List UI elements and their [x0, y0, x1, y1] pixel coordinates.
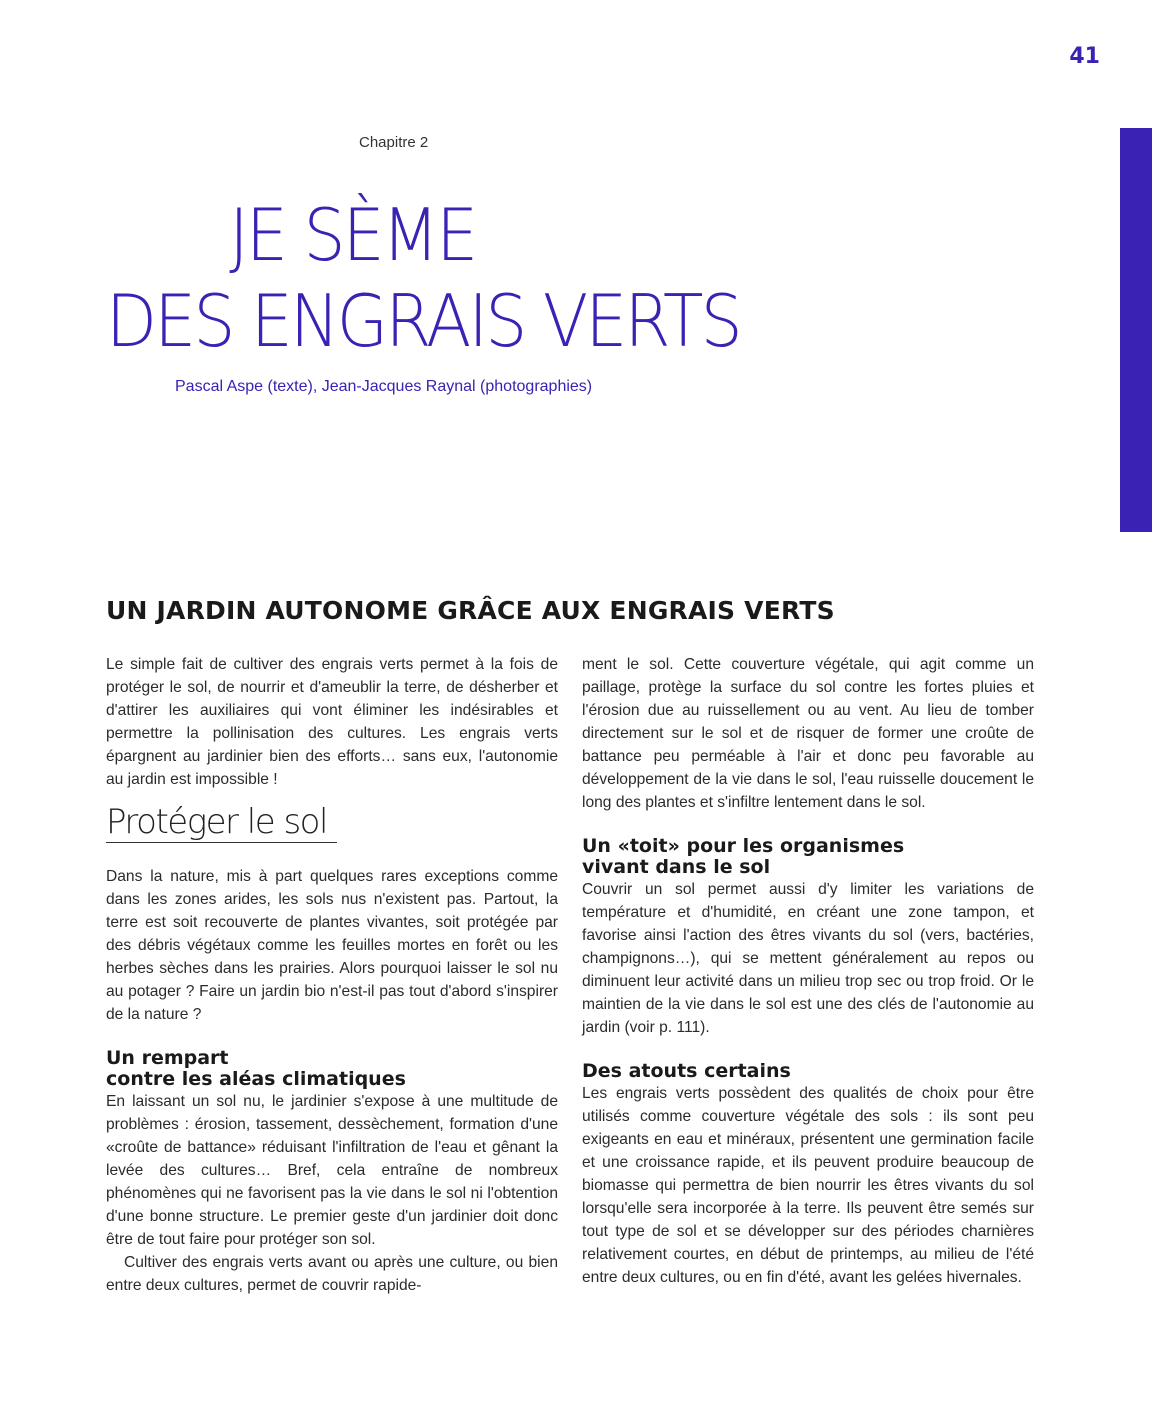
chapter-title — [106, 192, 740, 364]
subheading-rempart-line-2: contre les aléas climatiques — [106, 1068, 406, 1090]
paragraph: Dans la nature, mis à part quelques rares exceptions comme dans les zones arides, les sols nus n'existent pas. Partout, la terre est soit recouverte de plantes vivantes, soit protégée par des débris végétaux comme les feuilles mortes en forêt ou les herbes sèches dans les prairies. Alors pourquoi laisser le sol nu au potager ? Faire un jardin bio n'est-il pas tout d'abord s'inspirer de la nature ? — [106, 868, 558, 1023]
chapter-title-line-1: JE SÈME — [229, 193, 476, 277]
left-column — [106, 653, 558, 1297]
subheading-atouts: Des atouts certains — [582, 1060, 791, 1082]
paragraph: Les engrais verts possèdent des qualités de choix pour être utilisés comme couverture végétale des sols : ils sont peu exigeants en eau et minéraux, présentent une germination facile et une croissance rapide, et ils peuvent produire beaucoup de biomasse qui permettra de bien nourrir les êtres vivants du sol lorsqu'elle sera incorporée à la terre. Ils peuvent être semés sur tout type de sol et se développer sur des périodes charnières relativement courtes, en début de printemps, au milieu de l'été entre deux cultures, ou en fin d'été, avant les gelées hivernales. — [582, 1085, 1034, 1286]
subheading-toit-line-2: vivant dans le sol — [582, 856, 771, 878]
subheading-proteger-le-sol: Protéger le sol — [106, 811, 337, 843]
subheading-toit-line-1: Un «toit» pour les organismes — [582, 835, 905, 857]
chapter-title-line-2: DES ENGRAIS VERTS — [106, 279, 740, 363]
paragraph: ment le sol. Cette couverture végétale, qui agit comme un paillage, protège la surface du sol contre les fortes pluies et l'érosion due au ruissellement ou au vent. Au lieu de tomber directement sur le sol et de risquer de former une croûte de battance peu perméable à l'air et donc peu favorable au développement de la vie dans le sol, l'eau ruisselle doucement le long des plantes et s'infiltre lentement dans le sol. — [582, 656, 1034, 811]
credits: Pascal Aspe (texte), Jean-Jacques Raynal (photographies) — [175, 378, 593, 395]
chapter-side-tab — [1120, 128, 1152, 532]
subheading-toit — [582, 836, 1034, 878]
chapter-label: Chapitre 2 — [359, 134, 429, 151]
paragraph: Couvrir un sol permet aussi d'y limiter les variations de température et d'humidité, en créant une zone tampon, et favorise ainsi l'action des êtres vivants du sol (vers, bactéries, champignons…), qui se mettent généralement au repos ou diminuent leur activité dans un milieu trop sec ou trop froid. Or le maintien de la vie dans le sol est une des clés de l'autonomie au jardin (voir p. 111). — [582, 881, 1034, 1036]
paragraph: En laissant un sol nu, le jardinier s'expose à une multitude de problèmes : érosion, tassement, dessèchement, formation d'une «croûte de battance» réduisant l'infiltration de l'eau et gênant la levée des cultures… Bref, cela entraîne de nombreux phénomènes qui ne favorisent pas la vie dans le sol ni l'obtention d'une bonne structure. Le premier geste d'un jardinier doit donc être de tout faire pour protéger son sol. — [106, 1093, 558, 1248]
intro-paragraph: Le simple fait de cultiver des engrais verts permet à la fois de protéger le sol, de nourrir et d'ameublir la terre, de désherber et d'attirer les auxiliaires qui vont éliminer les indésirables et permettre la pollinisation des cultures. Les engrais verts épargnent au jardinier bien des efforts… sans eux, l'autonomie au jardin est impossible ! — [106, 656, 558, 788]
right-column — [582, 653, 1034, 1289]
subheading-rempart — [106, 1048, 558, 1090]
paragraph: Cultiver des engrais verts avant ou après une culture, ou bien entre deux cultures, permet de couvrir rapide- — [106, 1254, 558, 1294]
subheading-rempart-line-1: Un rempart — [106, 1047, 229, 1069]
page-number: 41 — [1069, 44, 1100, 69]
section-title: UN JARDIN AUTONOME GRÂCE AUX ENGRAIS VERTS — [106, 596, 835, 625]
